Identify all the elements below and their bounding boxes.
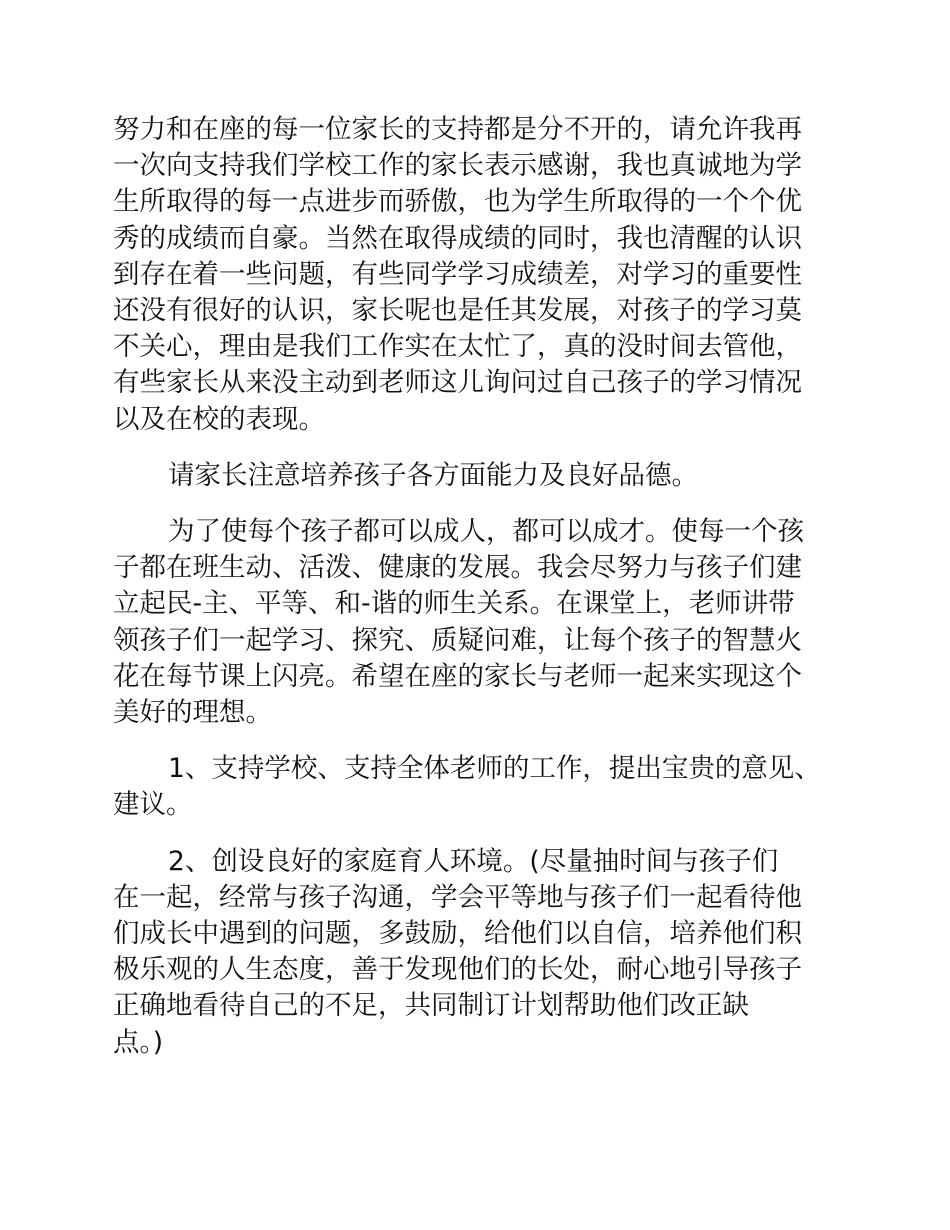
paragraph-4 [113,751,840,823]
text-line: 点。) [113,1026,164,1058]
text-line: 子都在班生动、活泼、健康的发展。我会尽努力与孩子们建 [113,552,802,584]
text-line: 美好的理想。 [113,697,272,729]
text-line: 还没有很好的认识，家长呢也是任其发展，对孩子的学习莫 [113,295,802,327]
text-line: 正确地看待自己的不足，共同制订计划帮助他们改正缺 [113,990,749,1022]
text-line: 请家长注意培养孩子各方面能力及良好品德。 [168,459,698,491]
document-body [113,112,840,1081]
text-line: 领孩子们一起学习、探究、质疑问难，让每个孩子的智慧火 [113,624,802,656]
text-line: 为了使每个孩子都可以成人，都可以成才。使每一个孩 [168,516,804,548]
text-line: 在一起，经常与孩子沟通，学会平等地与孩子们一起看待他 [113,881,802,913]
paragraph-5 [113,844,840,1061]
paragraph-2 [113,458,840,494]
text-line: 花在每节课上闪亮。希望在座的家长与老师一起来实现这个 [113,660,802,692]
text-line: 一次向支持我们学校工作的家长表示感谢，我也真诚地为学 [113,150,802,182]
paragraph-1 [113,112,840,438]
text-line: 生所取得的每一点进步而骄傲，也为学生所取得的一个个优 [113,186,802,218]
text-line: 极乐观的人生态度，善于发现他们的长处，耐心地引导孩子 [113,954,802,986]
paragraph-3 [113,514,840,731]
text-line: 不关心，理由是我们工作实在太忙了，真的没时间去管他， [113,331,802,363]
text-line: 秀的成绩而自豪。当然在取得成绩的同时，我也清醒的认识 [113,222,802,254]
text-line: 以及在校的表现。 [113,403,325,435]
text-line: 努力和在座的每一位家长的支持都是分不开的，请允许我再 [113,114,802,145]
text-line: 1、支持学校、支持全体老师的工作，提出宝贵的意见、 [168,753,821,785]
text-line: 立起民-主、平等、和-谐的师生关系。在课堂上，老师讲带 [113,588,795,620]
text-line: 2、创设良好的家庭育人环境。(尽量抽时间与孩子们 [168,845,779,877]
text-line: 有些家长从来没主动到老师这儿询问过自己孩子的学习情况 [113,367,802,399]
text-line: 们成长中遇到的问题，多鼓励，给他们以自信，培养他们积 [113,918,802,950]
text-line: 建议。 [113,789,193,821]
text-line: 到存在着一些问题，有些同学学习成绩差，对学习的重要性 [113,258,802,290]
